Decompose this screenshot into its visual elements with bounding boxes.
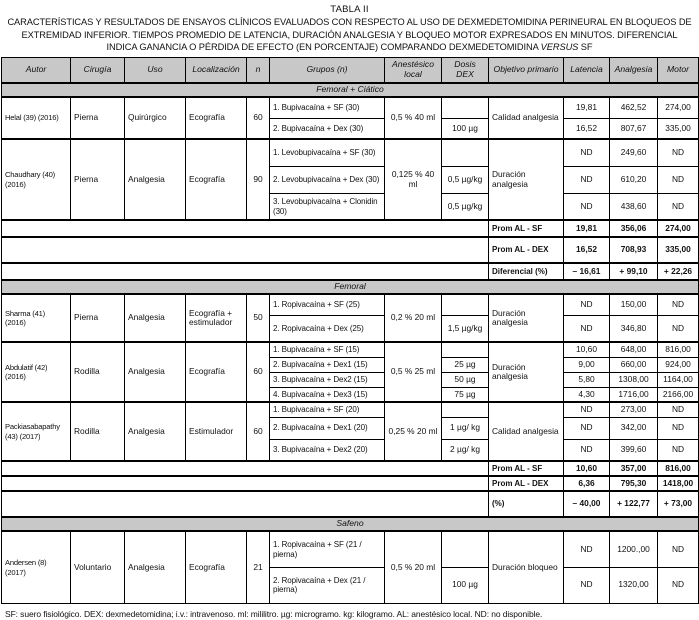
section-row: [2, 280, 699, 294]
cell-uso: Analgesia: [125, 139, 186, 220]
cell-anestesico: 0,125 % 40 ml: [385, 139, 442, 220]
cell-motor: ND: [658, 402, 699, 417]
cell-cirugia: Pierna: [71, 97, 125, 139]
summary-label: (%): [489, 491, 564, 517]
cell-latencia: ND: [564, 402, 610, 417]
cell-autor: Sharma (41) (2016): [2, 294, 71, 342]
cell-analgesia: 660,00: [610, 357, 658, 372]
cell-n: 60: [247, 97, 270, 139]
cell-motor: ND: [658, 567, 699, 603]
summary-motor: + 73,00: [658, 491, 699, 517]
cell-latencia: ND: [564, 417, 610, 439]
summary-empty-cell: [2, 461, 489, 476]
cell-localizacion: Ecografía: [186, 97, 247, 139]
cell-autor: Andersen (8) (2017): [2, 531, 71, 603]
cell-uso: Analgesia: [125, 402, 186, 461]
cell-analgesia: 648,00: [610, 342, 658, 357]
cell-anestesico: 0,25 % 20 ml: [385, 402, 442, 461]
section-header-femoral: Femoral: [2, 280, 699, 294]
cell-analgesia: 346,80: [610, 315, 658, 342]
cell-latencia: ND: [564, 531, 610, 567]
cell-grupo: 2. Bupivacaína + Dex (30): [270, 118, 385, 139]
cell-grupo: 1. Levobupivacaína + SF (30): [270, 139, 385, 166]
cell-grupo: 1. Bupivacaína + SF (30): [270, 97, 385, 118]
cell-localizacion: Ecografía + estimulador: [186, 294, 247, 342]
cell-cirugia: Voluntario: [71, 531, 125, 603]
cell-n: 21: [247, 531, 270, 603]
cell-dosis: 0,5 µg/kg: [442, 193, 489, 220]
summary-empty-cell: [2, 220, 489, 237]
summary-analgesia: + 122,77: [610, 491, 658, 517]
summary-row: [2, 476, 699, 491]
cell-localizacion: Ecografía: [186, 531, 247, 603]
cell-autor: Helal (39) (2016): [2, 97, 71, 139]
table-caption: [7, 16, 692, 54]
summary-motor: 335,00: [658, 237, 699, 263]
summary-empty-cell: [2, 263, 489, 280]
cell-analgesia: 462,52: [610, 97, 658, 118]
cell-latencia: 19,81: [564, 97, 610, 118]
cell-motor: 924,00: [658, 357, 699, 372]
cell-anestesico: 0,5 % 40 ml: [385, 97, 442, 139]
cell-analgesia: 1716,00: [610, 387, 658, 402]
cell-latencia: 9,00: [564, 357, 610, 372]
summary-row: [2, 237, 699, 263]
cell-motor: ND: [658, 315, 699, 342]
study-row: [2, 139, 699, 166]
cell-anestesico: 0,2 % 20 ml: [385, 294, 442, 342]
cell-grupo: 3. Bupivacaína + Dex2 (20): [270, 439, 385, 461]
header-row: [2, 57, 699, 83]
clinical-trials-table: [1, 57, 699, 604]
cell-analgesia: 807,67: [610, 118, 658, 139]
cell-uso: Analgesia: [125, 531, 186, 603]
cell-grupo: 3. Bupivacaína + Dex2 (15): [270, 372, 385, 387]
cell-objetivo: Calidad analgesia: [489, 97, 564, 139]
cell-motor: ND: [658, 166, 699, 193]
cell-localizacion: Ecografía: [186, 342, 247, 402]
cell-dosis: [442, 294, 489, 315]
cell-latencia: ND: [564, 193, 610, 220]
summary-row: [2, 220, 699, 237]
cell-dosis: 75 µg: [442, 387, 489, 402]
cell-cirugia: Pierna: [71, 294, 125, 342]
cell-uso: Quirúrgico: [125, 97, 186, 139]
cell-grupo: 1. Ropivacaína + SF (21 / pierna): [270, 531, 385, 567]
cell-uso: Analgesia: [125, 294, 186, 342]
column-header-autor: Autor: [2, 57, 71, 83]
cell-analgesia: 342,00: [610, 417, 658, 439]
cell-autor: Abdulatif (42) (2016): [2, 342, 71, 402]
caption-versus: VERSUS: [540, 42, 579, 53]
column-header-cirugia: Cirugía: [71, 57, 125, 83]
summary-analgesia: 356,06: [610, 220, 658, 237]
summary-latencia: – 40,00: [564, 491, 610, 517]
cell-analgesia: 610,20: [610, 166, 658, 193]
summary-empty-cell: [2, 491, 489, 517]
cell-grupo: 2. Ropivacaína + Dex (25): [270, 315, 385, 342]
column-header-analgesia: Analgesia: [610, 57, 658, 83]
table-label: TABLA II: [330, 4, 369, 15]
cell-autor: Packiasabapathy (43) (2017): [2, 402, 71, 461]
cell-dosis: 0,5 µg/kg: [442, 166, 489, 193]
cell-dosis: 25 µg: [442, 357, 489, 372]
summary-label: Prom AL - DEX: [489, 476, 564, 491]
cell-motor: ND: [658, 139, 699, 166]
cell-cirugia: Rodilla: [71, 342, 125, 402]
cell-n: 50: [247, 294, 270, 342]
column-header-uso: Uso: [125, 57, 186, 83]
cell-motor: ND: [658, 439, 699, 461]
cell-grupo: 2. Levobupivacaína + Dex (30): [270, 166, 385, 193]
cell-objetivo: Duración analgesia: [489, 139, 564, 220]
study-row: [2, 402, 699, 417]
cell-motor: ND: [658, 193, 699, 220]
summary-analgesia: + 99,10: [610, 263, 658, 280]
summary-row: [2, 491, 699, 517]
summary-latencia: – 16,61: [564, 263, 610, 280]
summary-row: [2, 263, 699, 280]
cell-latencia: ND: [564, 139, 610, 166]
cell-dosis: 50 µg: [442, 372, 489, 387]
section-header-femoral-ciatico: Femoral + Ciático: [2, 83, 699, 97]
cell-motor: ND: [658, 417, 699, 439]
section-header-safeno: Safeno: [2, 517, 699, 531]
cell-anestesico: 0,5 % 20 ml: [385, 531, 442, 603]
study-row: [2, 294, 699, 315]
summary-motor: 274,00: [658, 220, 699, 237]
cell-latencia: 10,60: [564, 342, 610, 357]
cell-dosis: 100 µg: [442, 118, 489, 139]
column-header-objetivo: Objetivo primario: [489, 57, 564, 83]
cell-grupo: 2. Bupivacaína + Dex1 (15): [270, 357, 385, 372]
cell-dosis: [442, 342, 489, 357]
cell-dosis: [442, 97, 489, 118]
cell-analgesia: 1320,00: [610, 567, 658, 603]
cell-latencia: ND: [564, 166, 610, 193]
summary-motor: 816,00: [658, 461, 699, 476]
summary-analgesia: 708,93: [610, 237, 658, 263]
cell-anestesico: 0,5 % 25 ml: [385, 342, 442, 402]
cell-grupo: 3. Levobupivacaína + Clonidin (30): [270, 193, 385, 220]
summary-empty-cell: [2, 237, 489, 263]
summary-latencia: 16,52: [564, 237, 610, 263]
summary-label: Prom AL - SF: [489, 461, 564, 476]
cell-motor: ND: [658, 294, 699, 315]
cell-latencia: 4,30: [564, 387, 610, 402]
summary-row: [2, 461, 699, 476]
summary-label: Prom AL - SF: [489, 220, 564, 237]
cell-motor: 816,00: [658, 342, 699, 357]
cell-analgesia: 399,60: [610, 439, 658, 461]
study-row: [2, 97, 699, 118]
summary-label: Prom AL - DEX: [489, 237, 564, 263]
cell-grupo: 4. Bupivacaína + Dex3 (15): [270, 387, 385, 402]
cell-dosis: [442, 139, 489, 166]
cell-autor: Chaudhary (40) (2016): [2, 139, 71, 220]
section-row: [2, 83, 699, 97]
cell-motor: ND: [658, 531, 699, 567]
summary-analgesia: 357,00: [610, 461, 658, 476]
section-row: [2, 517, 699, 531]
cell-n: 90: [247, 139, 270, 220]
cell-n: 60: [247, 342, 270, 402]
cell-analgesia: 249,60: [610, 139, 658, 166]
cell-dosis: 1,5 µg/kg: [442, 315, 489, 342]
summary-latencia: 10,60: [564, 461, 610, 476]
cell-cirugia: Pierna: [71, 139, 125, 220]
cell-grupo: 1. Ropivacaína + SF (25): [270, 294, 385, 315]
cell-analgesia: 438,60: [610, 193, 658, 220]
cell-motor: 2166,00: [658, 387, 699, 402]
caption-text: CARACTERÍSTICAS Y RESULTADOS DE ENSAYOS CLÍNICOS EVALUADOS CON RESPECTO AL USO DE DEXMEDETOMIDINA PERINEURAL EN BLOQUEOS DE EXTREMIDAD INFERIOR. TIEMPOS PROMEDIO DE LATENCIA, DURACIÓN ANALGESIA Y BLOQUEO MOTOR EXPRESADOS EN MINUTOS. DIFERENCIAL INDICA GANANCIA O PÉRDIDA DE EFECTO (EN PORCENTAJE) COMPARANDO DEXMEDETOMIDINA: [7, 17, 692, 53]
cell-objetivo: Duración analgesia: [489, 342, 564, 402]
cell-grupo: 1. Bupivacaína + SF (15): [270, 342, 385, 357]
cell-dosis: 1 µg/ kg: [442, 417, 489, 439]
cell-analgesia: 1308,00: [610, 372, 658, 387]
column-header-motor: Motor: [658, 57, 699, 83]
cell-dosis: [442, 531, 489, 567]
caption-suffix: SF: [578, 42, 593, 53]
cell-objetivo: Calidad analgesia: [489, 402, 564, 461]
cell-uso: Analgesia: [125, 342, 186, 402]
cell-analgesia: 1200.,00: [610, 531, 658, 567]
footnote: SF: suero fisiológico. DEX: dexmedetomidina; i.v.: intravenoso. ml: mililitro. µg: microgramo. kg: kilogramo. AL: anestésico local. ND: no disponible.: [5, 608, 543, 619]
summary-latencia: 6,36: [564, 476, 610, 491]
cell-latencia: 16,52: [564, 118, 610, 139]
cell-analgesia: 273,00: [610, 402, 658, 417]
cell-grupo: 2. Ropivacaína + Dex (21 / pierna): [270, 567, 385, 603]
summary-motor: 1418,00: [658, 476, 699, 491]
cell-latencia: ND: [564, 567, 610, 603]
column-header-anestesico: Anestésico local: [385, 57, 442, 83]
column-header-dosis: Dosis DEX: [442, 57, 489, 83]
cell-n: 60: [247, 402, 270, 461]
column-header-grupos: Grupos (n): [270, 57, 385, 83]
summary-motor: + 22,26: [658, 263, 699, 280]
cell-dosis: 2 µg/ kg: [442, 439, 489, 461]
study-row: [2, 342, 699, 357]
summary-analgesia: 795,30: [610, 476, 658, 491]
cell-motor: 335,00: [658, 118, 699, 139]
cell-objetivo: Duración analgesia: [489, 294, 564, 342]
cell-latencia: ND: [564, 439, 610, 461]
summary-empty-cell: [2, 476, 489, 491]
summary-latencia: 19,81: [564, 220, 610, 237]
column-header-latencia: Latencia: [564, 57, 610, 83]
cell-motor: 274,00: [658, 97, 699, 118]
cell-localizacion: Ecografía: [186, 139, 247, 220]
cell-motor: 1164,00: [658, 372, 699, 387]
summary-label: Diferencial (%): [489, 263, 564, 280]
cell-cirugia: Rodilla: [71, 402, 125, 461]
cell-latencia: 5,80: [564, 372, 610, 387]
cell-grupo: 1. Bupivacaína + SF (20): [270, 402, 385, 417]
cell-latencia: ND: [564, 294, 610, 315]
cell-latencia: ND: [564, 315, 610, 342]
cell-analgesia: 150,00: [610, 294, 658, 315]
study-row: [2, 531, 699, 567]
column-header-localizacion: Localización: [186, 57, 247, 83]
cell-dosis: [442, 402, 489, 417]
table-title-block: [1, 2, 698, 57]
cell-objetivo: Duración bloqueo: [489, 531, 564, 603]
cell-grupo: 2. Bupivacaína + Dex1 (20): [270, 417, 385, 439]
cell-localizacion: Estimulador: [186, 402, 247, 461]
cell-dosis: 100 µg: [442, 567, 489, 603]
column-header-n: n: [247, 57, 270, 83]
